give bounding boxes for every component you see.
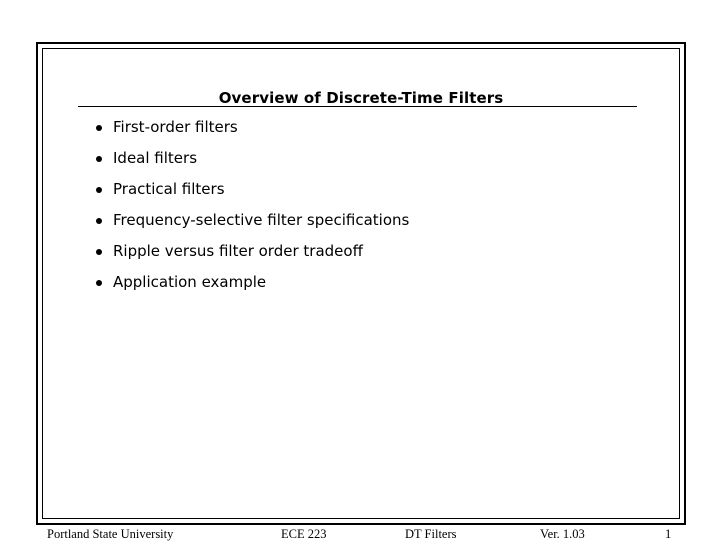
bullet-icon	[96, 125, 102, 131]
bullet-icon	[96, 218, 102, 224]
bullet-text: Application example	[113, 273, 267, 291]
footer-version: Ver. 1.03	[540, 527, 585, 541]
bullet-icon	[96, 280, 102, 286]
title-underline	[78, 106, 637, 107]
bullet-text: First-order filters	[113, 118, 238, 136]
bullet-text: Ripple versus filter order tradeoff	[113, 242, 363, 260]
slide-footer	[0, 527, 720, 547]
slide-frame	[36, 42, 686, 525]
bullet-icon	[96, 187, 102, 193]
bullet-icon	[96, 249, 102, 255]
footer-university: Portland State University	[47, 527, 174, 541]
page-number: 1	[665, 527, 672, 541]
slide-title: Overview of Discrete-Time Filters	[218, 89, 504, 107]
bullet-text: Practical filters	[113, 180, 225, 198]
footer-course: ECE 223	[281, 527, 327, 541]
bullet-icon	[96, 156, 102, 162]
footer-topic: DT Filters	[405, 527, 457, 541]
bullet-text: Frequency-selective filter specifications	[113, 211, 410, 229]
bullet-text: Ideal filters	[113, 149, 198, 167]
